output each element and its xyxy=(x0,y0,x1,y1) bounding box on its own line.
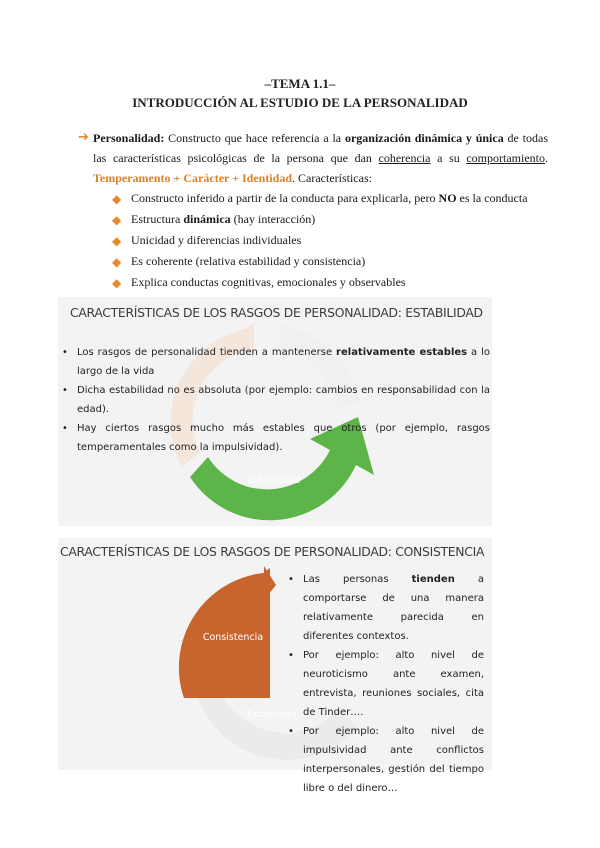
characteristics-list xyxy=(78,188,548,293)
bullet-item: • Por ejemplo: alto nivel de impulsividad ante conflictos interpersonales, gestión del tiempo libre o del dinero… xyxy=(288,726,484,794)
diamond-icon: ◆ xyxy=(112,276,122,290)
bullet-item: • Hay ciertos rasgos mucho más estables que otros (por ejemplo, rasgos temperamentales como la impulsividad). xyxy=(62,423,490,453)
consistency-bullets xyxy=(288,570,484,798)
list-item: ◆ Constructo inferido a partir de la conducta para explicarla, pero NO es la conducta xyxy=(112,188,548,209)
slide-consistency xyxy=(58,538,492,794)
consistency-label: Consistencia xyxy=(202,632,264,643)
underlined-word: comportamiento xyxy=(466,151,545,165)
list-item: ◆ Estructura dinámica (hay interacción) xyxy=(112,209,548,230)
diamond-icon: ◆ xyxy=(112,213,122,227)
slide-title: CARACTERÍSTICAS DE LOS RASGOS DE PERSONALIDAD: CONSISTENCIA xyxy=(60,544,485,559)
text: . Características: xyxy=(292,171,372,185)
arrow-right-icon: ➔ xyxy=(78,130,89,145)
bullet-item: • Las personas tienden a comportarse de una manera relativamente parecida en diferentes contextos. xyxy=(288,574,484,642)
definition-paragraph xyxy=(93,128,548,188)
stability-label: Estabilidad xyxy=(247,475,301,486)
text: a su xyxy=(430,151,467,165)
topic-number: –TEMA 1.1– xyxy=(264,76,336,91)
slide-stability xyxy=(58,297,492,526)
faded-stability-label: Estabilidad xyxy=(247,710,297,720)
bullet-item: • Por ejemplo: alto nivel de neuroticismo ante examen, entrevista, reuniones sociales, cita de Tinder…. xyxy=(288,650,484,718)
text: . xyxy=(545,151,548,165)
list-item: ◆ Explica conductas cognitivas, emocionales y observables xyxy=(112,272,548,293)
stability-bullets xyxy=(62,343,490,457)
diamond-icon: ◆ xyxy=(112,234,122,248)
diamond-icon: ◆ xyxy=(112,192,122,206)
bold-phrase: organización dinámica y única xyxy=(344,131,504,145)
formula-text: Temperamento + Carácter + Identidad xyxy=(93,171,292,185)
underlined-word: coherencia xyxy=(378,151,431,165)
list-item: ◆ Unicidad y diferencias individuales xyxy=(112,230,548,251)
diamond-icon: ◆ xyxy=(112,255,122,269)
text: de todas las características psicológicas de la persona que dan xyxy=(93,131,548,165)
page-title: INTRODUCCIÓN AL ESTUDIO DE LA PERSONALIDAD xyxy=(132,95,468,110)
bullet-item: • Los rasgos de personalidad tienden a mantenerse relativamente estables a lo largo de la vida xyxy=(62,347,490,377)
text: Constructo que hace referencia a la xyxy=(164,131,345,145)
list-item: ◆ Es coherente (relativa estabilidad y consistencia) xyxy=(112,251,548,272)
slide-title: CARACTERÍSTICAS DE LOS RASGOS DE PERSONALIDAD: ESTABILIDAD xyxy=(70,305,483,320)
personality-definition xyxy=(78,128,548,293)
term-label: Personalidad: xyxy=(93,131,165,145)
bullet-item: • Dicha estabilidad no es absoluta (por ejemplo: cambios en responsabilidad con la edad). xyxy=(62,385,490,415)
